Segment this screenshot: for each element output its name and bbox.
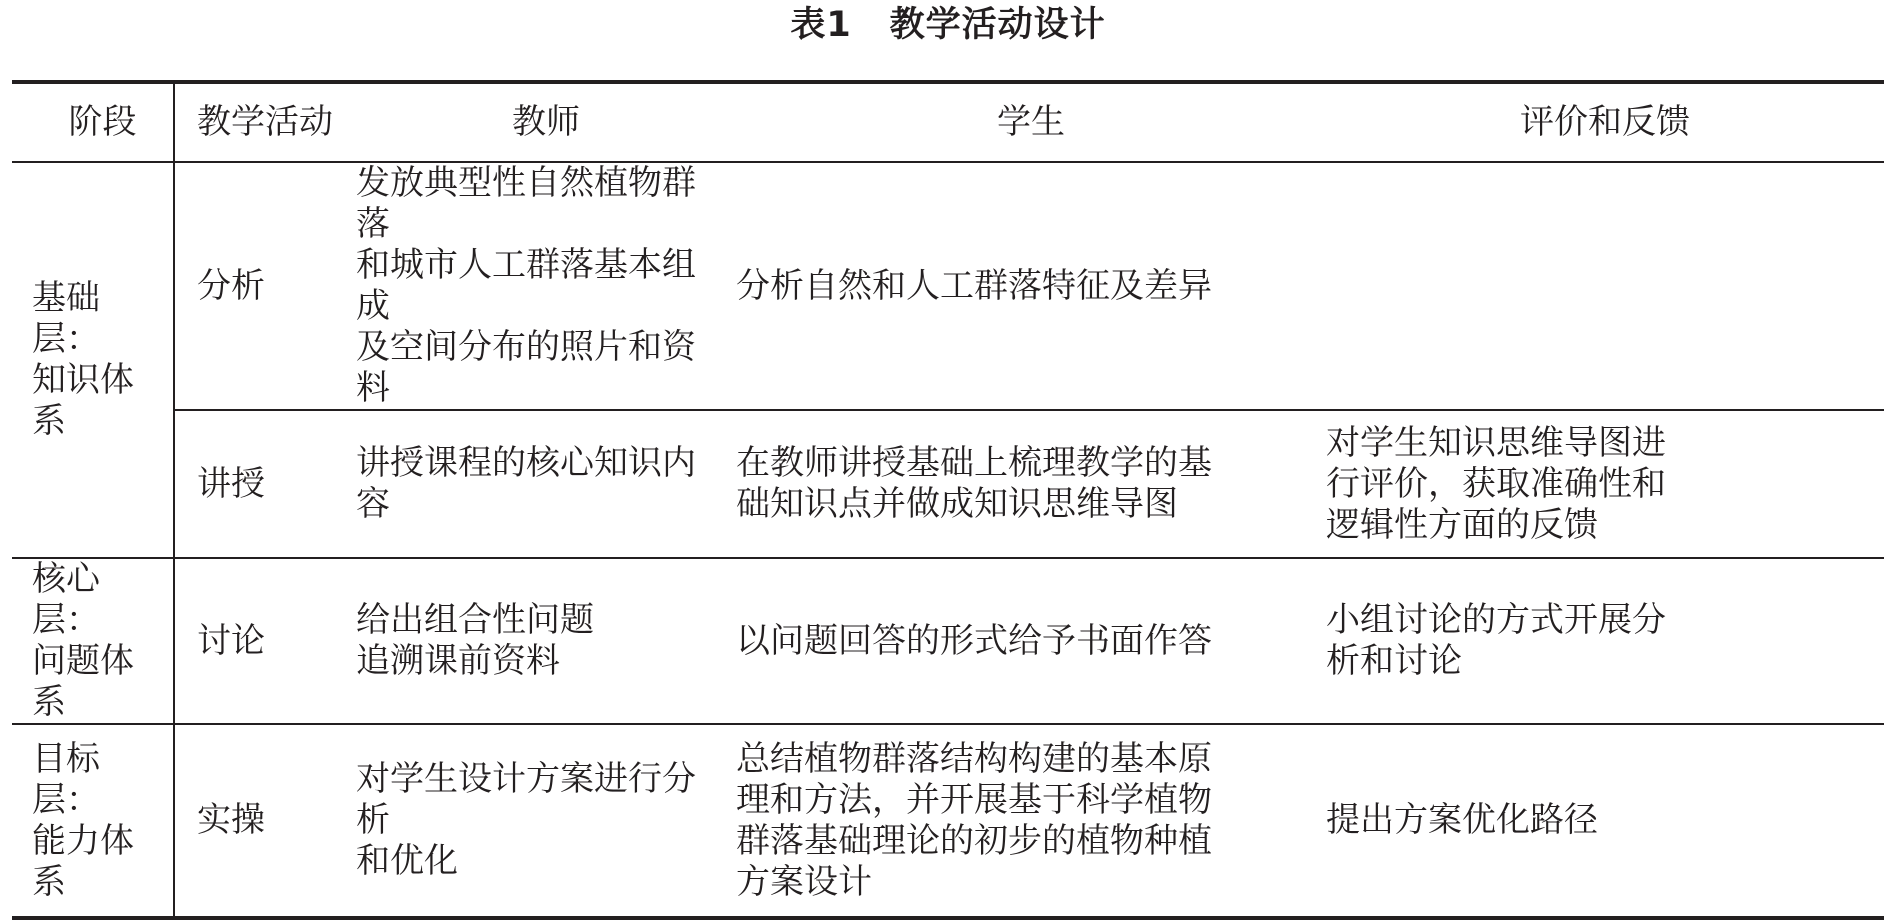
activity-design-table: [12, 80, 1884, 920]
stage-cell: 基础层： 知识体系: [12, 162, 174, 558]
section-target: [12, 724, 1884, 918]
stage-cell: 核心层： 问题体系: [12, 558, 174, 724]
section-foundation: [12, 162, 1884, 558]
header-evaluation: 评价和反馈: [1520, 102, 1690, 142]
table-caption: [0, 0, 1896, 50]
table-row: [12, 724, 1884, 918]
student-cell: 分析自然和人工群落特征及差异: [736, 265, 1212, 306]
teacher-cell: 讲授课程的核心知识内容: [356, 410, 736, 558]
header-teacher: 教师: [512, 102, 580, 142]
activity-cell: 实操: [197, 800, 265, 840]
section-core: [12, 558, 1884, 724]
table-row: [12, 558, 1884, 724]
student-cell: 以问题回答的形式给予书面作答: [736, 620, 1212, 661]
header-stage: 阶段: [12, 82, 174, 162]
header-activity: 教学活动: [197, 102, 333, 142]
activity-cell: 讨论: [197, 620, 265, 661]
activity-cell: 讲授: [174, 410, 356, 558]
student-cell: 总结植物群落结构构建的基本原 理和方法，并开展基于科学植物 群落基础理论的初步的植物种植 方案设计: [736, 738, 1212, 902]
evaluation-cell: 小组讨论的方式开展分 析和讨论: [1326, 600, 1666, 681]
stage-cell: 目标层： 能力体系: [12, 724, 174, 918]
teacher-cell: 对学生设计方案进行分析 和优化: [356, 759, 696, 881]
evaluation-cell: 提出方案优化路径: [1326, 800, 1598, 840]
teacher-cell: 发放典型性自然植物群落 和城市人工群落基本组成 及空间分布的照片和资料: [356, 163, 696, 408]
activity-cell: 分析: [197, 265, 265, 306]
student-cell: 在教师讲授基础上梳理教学的基 础知识点并做成知识思维导图: [736, 410, 1326, 558]
table-row: [12, 162, 1884, 410]
header-student: 学生: [997, 102, 1065, 142]
evaluation-cell: [1326, 162, 1884, 410]
table-header: [12, 82, 1884, 162]
table-title: 教学活动设计: [889, 5, 1106, 45]
evaluation-cell: 对学生知识思维导图进 行评价，获取准确性和 逻辑性方面的反馈: [1326, 410, 1884, 558]
table-row: [12, 410, 1884, 558]
table-number: 表1: [790, 5, 852, 45]
teacher-cell: 给出组合性问题 追溯课前资料: [356, 600, 594, 681]
